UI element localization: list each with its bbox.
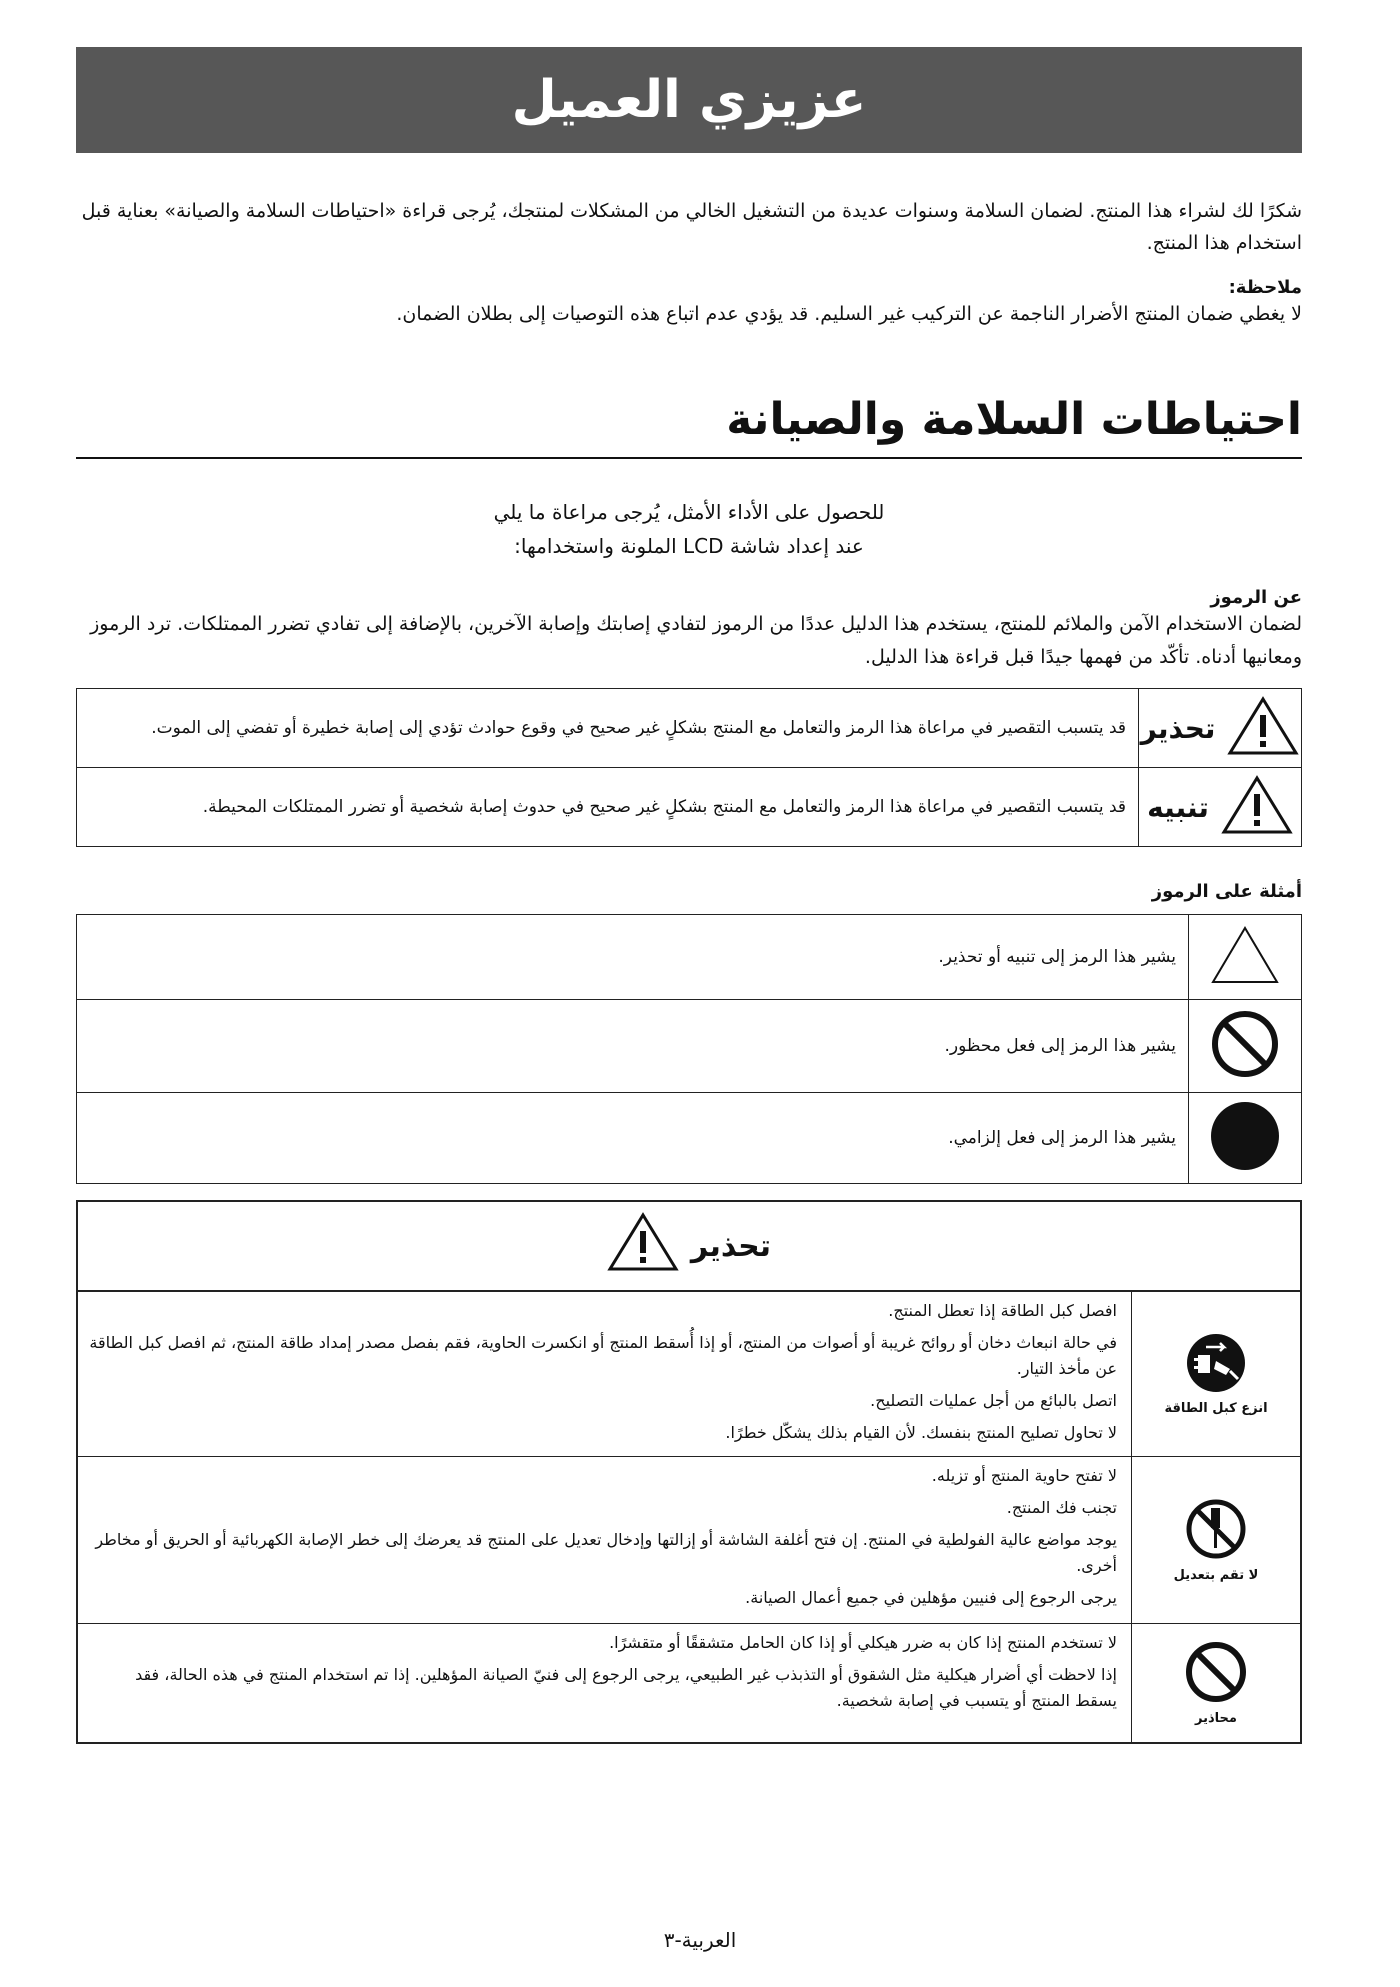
warning-paragraph: لا تستخدم المنتج إذا كان به ضرر هيكلي أو إذا كان الحامل متشققًا أو متقشرًا. xyxy=(609,1633,1117,1652)
legend-text-caution: قد يتسبب التقصير في مراعاة هذا الرمز والتعامل مع المنتج بشكلٍ غير صحيح في حدوث إصابة شخصية أو تضرر الممتلكات المحيطة. xyxy=(77,768,1139,847)
caution-triangle-icon xyxy=(1221,774,1293,840)
example-row xyxy=(77,1093,1302,1184)
example-text-mandatory: يشير هذا الرمز إلى فعل إلزامي. xyxy=(77,1093,1189,1184)
example-text-caution: يشير هذا الرمز إلى تنبيه أو تحذير. xyxy=(77,915,1189,1000)
example-text-prohibited: يشير هذا الرمز إلى فعل محظور. xyxy=(77,1000,1189,1093)
example-row xyxy=(77,1000,1302,1093)
center-instructions xyxy=(76,495,1302,563)
warning-box-header xyxy=(78,1202,1300,1291)
examples-table xyxy=(76,914,1302,1184)
triangle-outline-icon xyxy=(1210,971,1280,990)
warning-paragraph: في حالة انبعاث دخان أو روائح غريبة أو أصوات من المنتج، أو إذا أُسقط المنتج أو انكسرت الحاوية، فقم بفصل مصدر إمداد طاقة المنتج، ثم افصل كبل الطاقة عن مأخذ التيار. xyxy=(89,1333,1117,1378)
warning-paragraph: إذا لاحظت أي أضرار هيكلية مثل الشقوق أو التذبذب غير الطبيعي، يرجى الرجوع إلى فنيّ الصيانة المؤهلين. إذا تم استخدام المنتج في هذه الحالة، فقد يسقط المنتج أو يتسبب في إصابة شخصية. xyxy=(135,1665,1117,1710)
symbols-heading: عن الرموز xyxy=(1210,587,1302,608)
warning-triangle-icon xyxy=(1227,695,1299,761)
warning-paragraph: يرجى الرجوع إلى فنيين مؤهلين في جميع أعمال الصيانة. xyxy=(745,1588,1117,1607)
prohibited-circle-icon xyxy=(1210,1064,1280,1083)
no-disassembly-icon xyxy=(1185,1498,1247,1564)
legend-label-caution: تنبيه xyxy=(1147,790,1209,824)
intro-text: شكرًا لك لشراء هذا المنتج. لضمان السلامة وسنوات عديدة من التشغيل الخالي من المشكلات لمنتجك، يُرجى قراءة «احتياطات السلامة والصيانة» بعناية قبل استخدام هذا المنتج. xyxy=(81,200,1302,254)
legend-text-warning: قد يتسبب التقصير في مراعاة هذا الرمز والتعامل مع المنتج بشكلٍ غير صحيح في وقوع حوادث تؤدي إلى إصابة خطيرة أو تفضي إلى الموت. xyxy=(77,689,1139,768)
page-banner xyxy=(76,47,1302,153)
no-modify-label: لا تقم بتعديل xyxy=(1173,1567,1259,1583)
warning-paragraph: لا تفتح حاوية المنتج أو تزيله. xyxy=(931,1466,1117,1485)
prohibited-label: محاذير xyxy=(1195,1710,1237,1726)
examples-heading: أمثلة على الرموز xyxy=(1151,881,1302,902)
legend-row-caution xyxy=(77,768,1302,847)
example-row xyxy=(77,915,1302,1000)
prohibited-icon xyxy=(1185,1641,1247,1707)
note-text: لا يغطي ضمان المنتج الأضرار الناجمة عن التركيب غير السليم. قد يؤدي عدم اتباع هذه التوصيات إلى بطلان الضمان. xyxy=(396,303,1302,325)
warning-row-no-modify xyxy=(78,1456,1300,1623)
symbols-text: لضمان الاستخدام الآمن والملائم للمنتج، يستخدم هذا الدليل عددًا من الرموز لتفادي إصابتك وإصابة الآخرين، بالإضافة إلى تفادي تضرر الممتلكات. ترد الرموز ومعانيها أدناه. تأكّد من فهمها جيدًا قبل قراءة هذا الدليل. xyxy=(90,613,1302,668)
warning-box-title: تحذير xyxy=(690,1228,772,1264)
banner-title: عزيزي العميل xyxy=(511,70,867,130)
warning-triangle-icon xyxy=(607,1211,679,1281)
warning-row-unplug xyxy=(78,1291,1300,1456)
page xyxy=(76,47,1302,1744)
legend-label-warning: تحذير xyxy=(1140,711,1216,745)
unplug-label: انزع كبل الطاقة xyxy=(1164,1400,1268,1416)
center-line-1: للحصول على الأداء الأمثل، يُرجى مراعاة ما يلي xyxy=(493,500,885,524)
center-line-2: عند إعداد شاشة LCD الملونة واستخدامها: xyxy=(514,534,864,558)
warning-paragraph: يوجد مواضع عالية الفولطية في المنتج. إن فتح أغلفة الشاشة أو إزالتها وإدخال تعديل على المنتج قد يعرضك إلى خطر الإصابة الكهربائية أو الحريق أو مخاطر أخرى. xyxy=(95,1530,1117,1575)
warning-paragraph: لا تحاول تصليح المنتج بنفسك. لأن القيام بذلك يشكّل خطرًا. xyxy=(725,1423,1117,1442)
legend-table xyxy=(76,688,1302,847)
warning-row-prohibited xyxy=(78,1623,1300,1742)
warning-paragraph: افصل كبل الطاقة إذا تعطل المنتج. xyxy=(888,1301,1117,1320)
warning-paragraph: اتصل بالبائع من أجل عمليات التصليح. xyxy=(870,1391,1117,1410)
note-heading: ملاحظة: xyxy=(1228,277,1302,298)
page-number: العربية-٣ xyxy=(663,1928,737,1952)
legend-row-warning xyxy=(77,689,1302,768)
warning-paragraph: تجنب فك المنتج. xyxy=(1006,1498,1117,1517)
filled-circle-icon xyxy=(1209,1157,1281,1176)
unplug-icon xyxy=(1186,1333,1246,1397)
section-title: احتياطات السلامة والصيانة xyxy=(76,394,1302,459)
warning-box xyxy=(76,1200,1302,1744)
